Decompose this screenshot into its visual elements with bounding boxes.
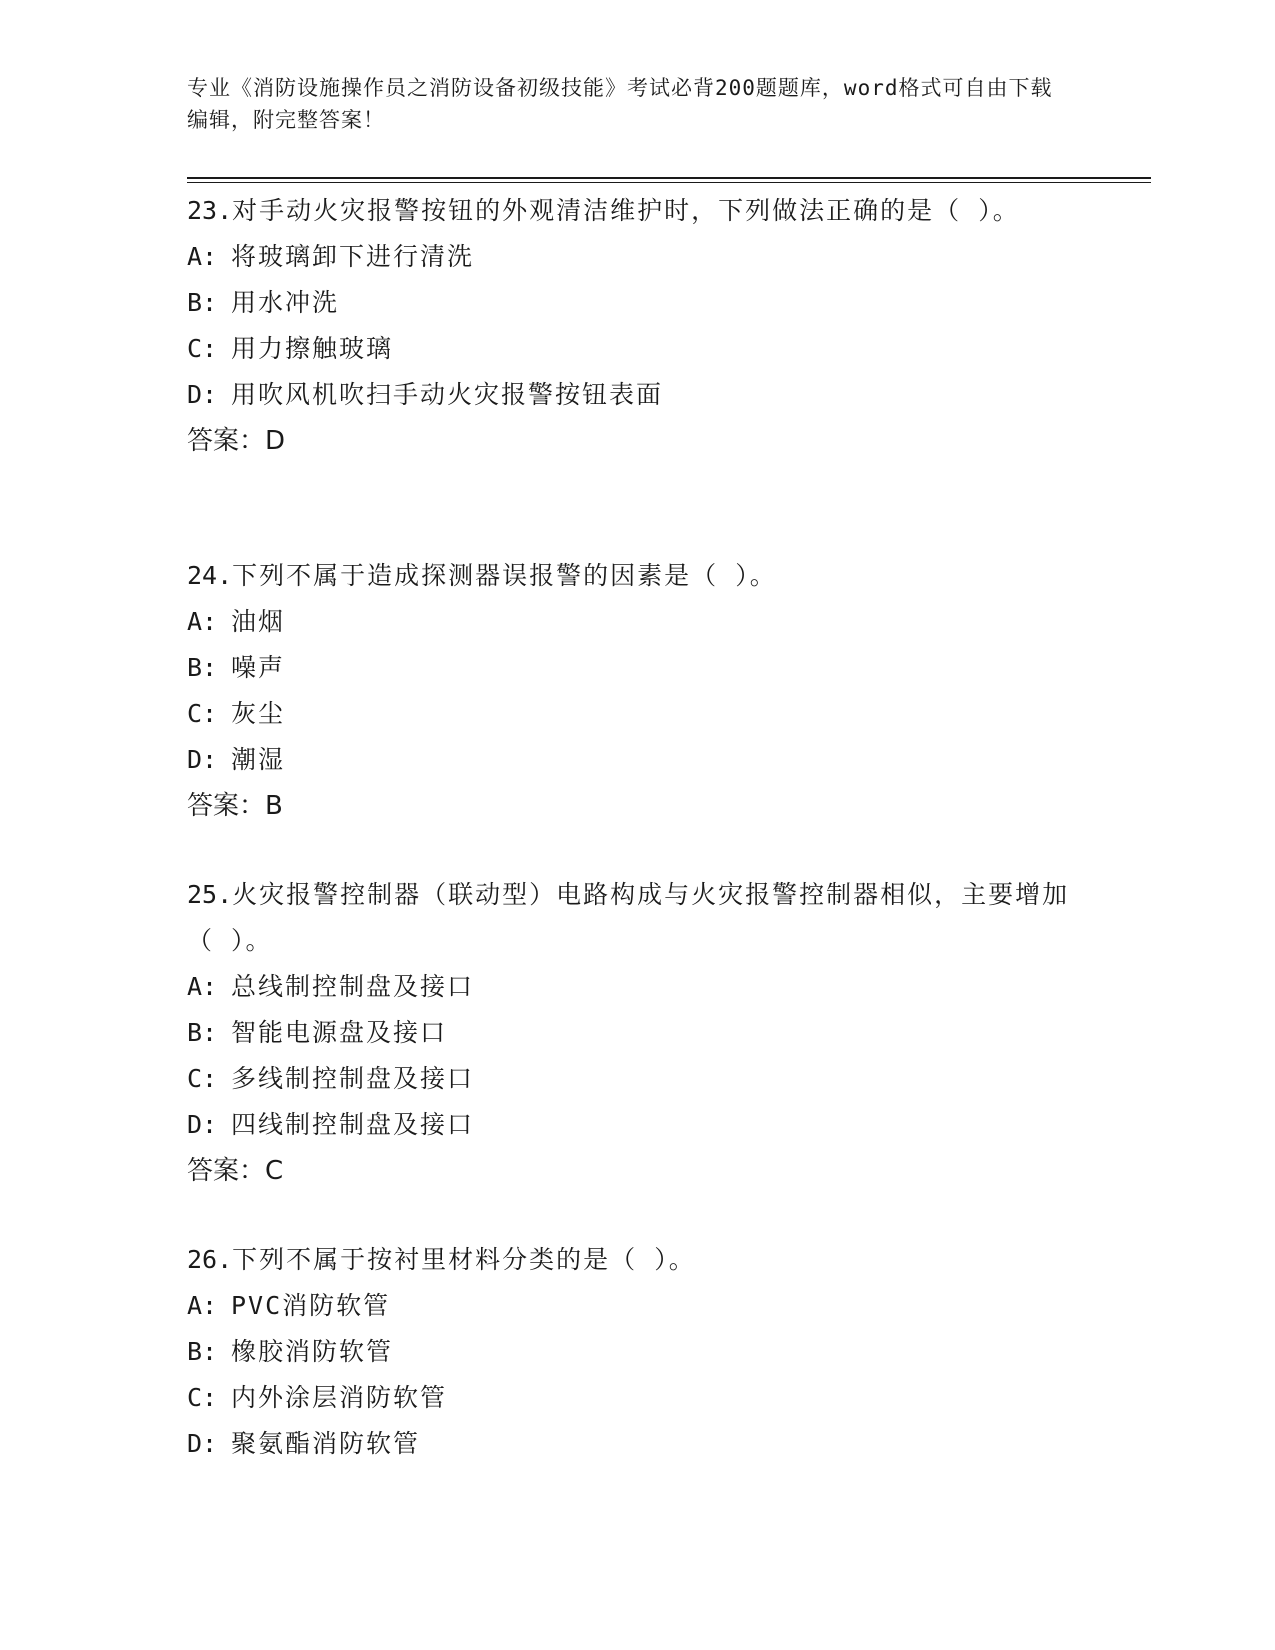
option-key: D: <box>187 1429 218 1458</box>
answer-line: 答案：D <box>187 426 286 456</box>
question-stem <box>187 188 1087 234</box>
option-text: 四线制控制盘及接口 <box>231 1110 475 1139</box>
option-d <box>187 737 1087 783</box>
question-24 <box>187 553 1087 829</box>
option-c <box>187 691 1087 737</box>
option-d <box>187 1102 1087 1148</box>
option-key: B: <box>187 1337 218 1366</box>
option-c <box>187 326 1087 372</box>
header-divider-thick <box>187 177 1151 179</box>
option-c <box>187 1056 1087 1102</box>
option-d <box>187 372 1087 418</box>
option-text: 总线制控制盘及接口 <box>231 972 475 1001</box>
option-key: C: <box>187 334 218 363</box>
option-b <box>187 280 1087 326</box>
option-a <box>187 234 1087 280</box>
question-number: 25. <box>187 880 233 909</box>
option-key: B: <box>187 653 218 682</box>
document-header <box>187 72 1067 136</box>
option-text: 灰尘 <box>231 699 286 728</box>
option-key: A: <box>187 972 218 1001</box>
option-key: B: <box>187 288 218 317</box>
option-key: C: <box>187 699 218 728</box>
answer-line: 答案：C <box>187 1156 284 1186</box>
option-key: D: <box>187 745 218 774</box>
question-text: 对手动火灾报警按钮的外观清洁维护时，下列做法正确的是（ ）。 <box>232 196 1020 225</box>
option-a <box>187 964 1087 1010</box>
option-a <box>187 1283 1087 1329</box>
option-key: A: <box>187 242 218 271</box>
option-text: 用水冲洗 <box>231 288 340 317</box>
question-number: 23. <box>187 196 233 225</box>
option-key: B: <box>187 1018 218 1047</box>
question-stem <box>187 1237 1087 1283</box>
header-divider-thin <box>187 182 1151 183</box>
option-d <box>187 1421 1087 1467</box>
question-23 <box>187 188 1087 464</box>
question-text: 下列不属于按衬里材料分类的是（ ）。 <box>232 1245 696 1274</box>
option-key: A: <box>187 1291 218 1320</box>
option-text: 聚氨酯消防软管 <box>231 1429 421 1458</box>
option-key: C: <box>187 1383 218 1412</box>
option-b <box>187 1329 1087 1375</box>
option-text: 橡胶消防软管 <box>231 1337 394 1366</box>
option-key: C: <box>187 1064 218 1093</box>
option-text: 将玻璃卸下进行清洗 <box>231 242 475 271</box>
option-a <box>187 599 1087 645</box>
option-key: D: <box>187 380 218 409</box>
option-b <box>187 645 1087 691</box>
answer-line: 答案：B <box>187 791 283 821</box>
question-stem <box>187 872 1087 964</box>
header-title: 专业《消防设施操作员之消防设备初级技能》考试必背200题题库，word格式可自由下载编辑，附完整答案！ <box>187 76 1053 132</box>
option-text: 内外涂层消防软管 <box>231 1383 448 1412</box>
option-key: A: <box>187 607 218 636</box>
option-text: 用力擦触玻璃 <box>231 334 394 363</box>
option-key: D: <box>187 1110 218 1139</box>
option-text: 潮湿 <box>231 745 286 774</box>
option-text: PVC消防软管 <box>231 1291 391 1320</box>
option-b <box>187 1010 1087 1056</box>
question-25 <box>187 872 1087 1194</box>
option-text: 用吹风机吹扫手动火灾报警按钮表面 <box>231 380 664 409</box>
option-text: 智能电源盘及接口 <box>231 1018 448 1047</box>
option-text: 多线制控制盘及接口 <box>231 1064 475 1093</box>
option-c <box>187 1375 1087 1421</box>
question-26 <box>187 1237 1087 1467</box>
question-text: 下列不属于造成探测器误报警的因素是（ ）。 <box>232 561 777 590</box>
option-text: 油烟 <box>231 607 286 636</box>
option-text: 噪声 <box>231 653 286 682</box>
question-number: 24. <box>187 561 233 590</box>
question-text: 火灾报警控制器（联动型）电路构成与火灾报警控制器相似，主要增加（ ）。 <box>187 880 1070 955</box>
question-number: 26. <box>187 1245 233 1274</box>
question-stem <box>187 553 1087 599</box>
